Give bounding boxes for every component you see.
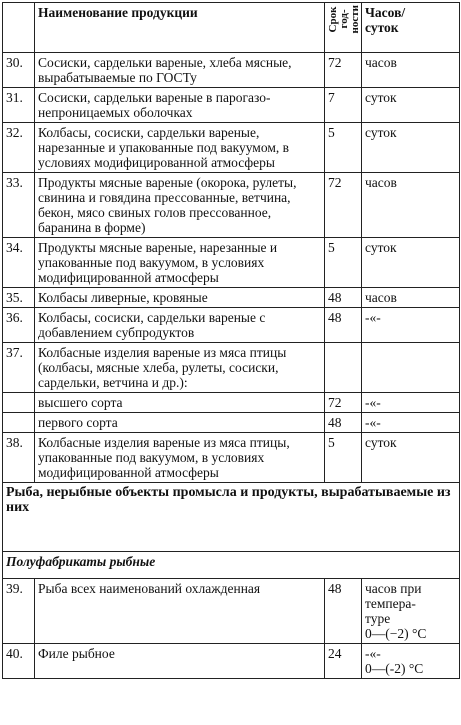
header-shelf-life-label: Срок год- ности [327,5,361,34]
shelf-life-unit: -«- [362,413,460,433]
product-name: Колбасы ливерные, кровяные [35,288,325,308]
shelf-life-value: 48 [325,288,362,308]
shelf-life-value: 24 [325,644,362,679]
table-row [3,393,460,413]
product-name: Продукты мясные вареные, нарезанные и упакованные под вакуумом, в условиях модифицированной атмосферы [35,238,325,288]
product-name: Колбасные изделия вареные из мяса птицы (колбасы, мясные хлеба, рулеты, сосиски, сардельки, ветчина и др.): [35,343,325,393]
product-name: Рыба всех наименований охлажденная [35,579,325,644]
product-name: Продукты мясные вареные (окорока, рулеты, свинина и говядина прессованные, ветчина, бекон, мясо свиных голов прессованное, баранина в форме) [35,173,325,238]
shelf-life-unit: часов [362,53,460,88]
row-number [3,413,35,433]
row-number: 32. [3,123,35,173]
section-heading-row [3,483,460,552]
row-number: 31. [3,88,35,123]
table-row [3,433,460,483]
subsection-heading-row [3,552,460,579]
shelf-life-unit: суток [362,433,460,483]
header-number-cell [3,3,35,53]
shelf-life-unit: -«- [362,393,460,413]
table-row [3,644,460,679]
table-row [3,53,460,88]
table-header-row [3,3,460,53]
shelf-life-value: 5 [325,238,362,288]
shelf-life-value: 72 [325,393,362,413]
product-name: Колбасные изделия вареные из мяса птицы, упакованные под вакуумом, в условиях модифицированной атмосферы [35,433,325,483]
header-shelf-life [325,3,362,53]
shelf-life-value: 5 [325,123,362,173]
shelf-life-value: 72 [325,173,362,238]
product-name: высшего сорта [35,393,325,413]
product-name: Филе рыбное [35,644,325,679]
shelf-life-unit [362,343,460,393]
shelf-life-unit: -«- [362,308,460,343]
shelf-life-value: 48 [325,308,362,343]
row-number: 30. [3,53,35,88]
product-name: Сосиски, сардельки вареные, хлеба мясные, вырабатываемые по ГОСТу [35,53,325,88]
shelf-life-table [2,2,460,679]
subsection-heading: Полуфабрикаты рыбные [3,552,460,579]
row-number: 33. [3,173,35,238]
shelf-life-unit: суток [362,123,460,173]
table-row [3,173,460,238]
product-name: Колбасы, сосиски, сардельки вареные с добавлением субпродуктов [35,308,325,343]
shelf-life-unit: суток [362,88,460,123]
row-number: 36. [3,308,35,343]
meat-products-rows [3,53,460,483]
row-number: 39. [3,579,35,644]
product-name: Колбасы, сосиски, сардельки вареные, нарезанные и упакованные под вакуумом, в условиях модифицированной атмосферы [35,123,325,173]
shelf-life-value: 48 [325,579,362,644]
shelf-life-unit: часов [362,173,460,238]
header-product-name: Наименование продукции [35,3,325,53]
header-unit: Часов/ суток [362,3,460,53]
row-number: 35. [3,288,35,308]
row-number: 38. [3,433,35,483]
shelf-life-unit: часов [362,288,460,308]
table-row [3,308,460,343]
section-heading: Рыба, нерыбные объекты промысла и продукты, вырабатываемые из них [3,483,460,552]
product-name: первого сорта [35,413,325,433]
shelf-life-value: 5 [325,433,362,483]
table-row [3,88,460,123]
table-row [3,288,460,308]
row-number: 37. [3,343,35,393]
shelf-life-value: 7 [325,88,362,123]
product-name: Сосиски, сардельки вареные в парогазо-непроницаемых оболочках [35,88,325,123]
shelf-life-value: 48 [325,413,362,433]
shelf-life-unit: часов при темпера- туре 0—(−2) °С [362,579,460,644]
shelf-life-value [325,343,362,393]
row-number: 34. [3,238,35,288]
shelf-life-value: 72 [325,53,362,88]
shelf-life-unit: -«- 0—(-2) °С [362,644,460,679]
table-row [3,123,460,173]
table-row [3,238,460,288]
row-number: 40. [3,644,35,679]
fish-products-rows [3,579,460,679]
shelf-life-unit: суток [362,238,460,288]
table-row [3,413,460,433]
table-row [3,579,460,644]
row-number [3,393,35,413]
table-row [3,343,460,393]
